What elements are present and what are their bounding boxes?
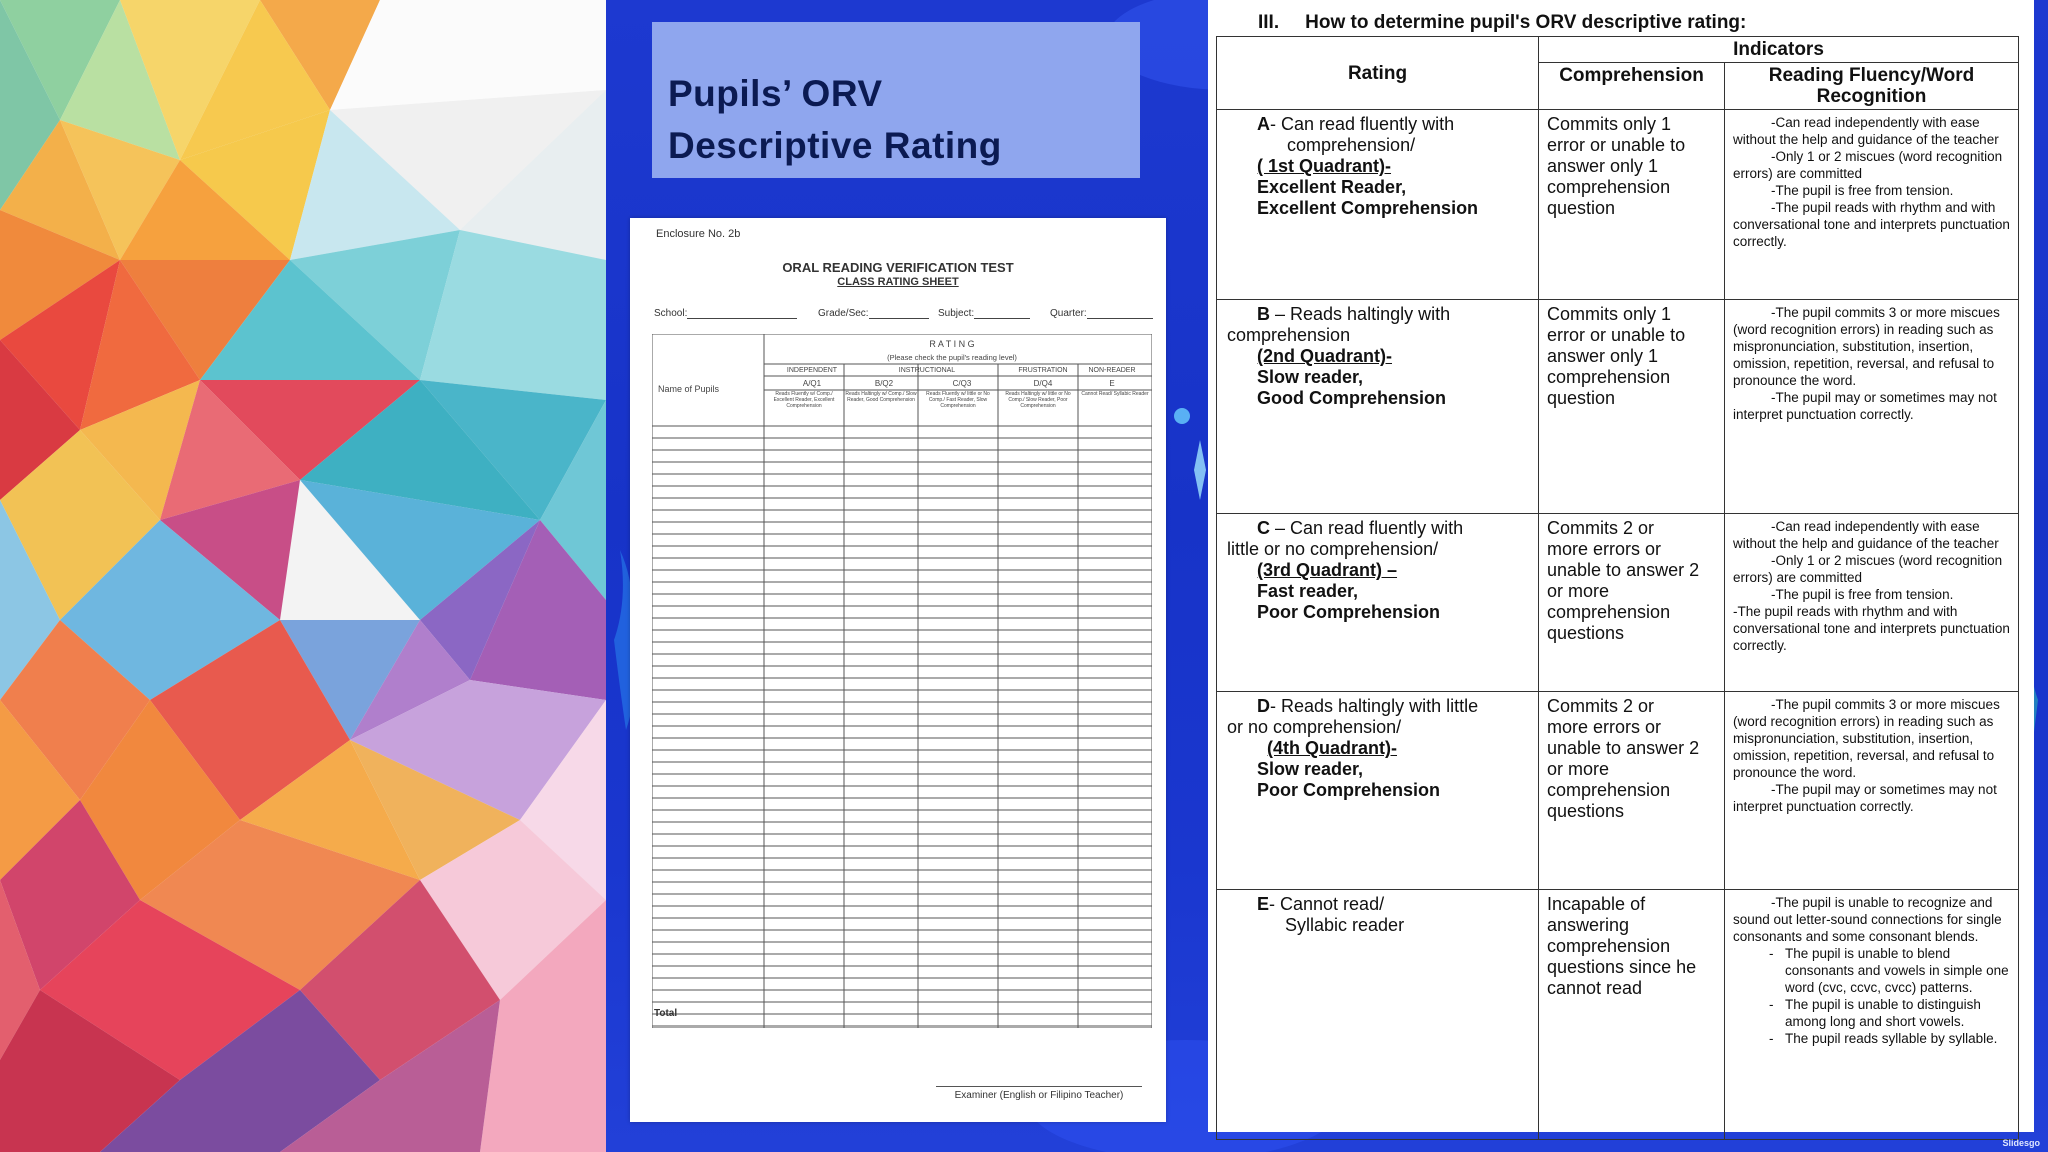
grade-field [818,308,929,319]
rating-b-label-2: Good Comprehension [1257,388,1446,408]
section-title: How to determine pupil's ORV descriptive rating: [1305,12,1747,33]
desc-b: Reads Haltingly w/ Comp./ Slow Reader, Good Comprehension [845,391,917,403]
grid-lines [652,334,1152,1028]
slide-title-box [652,22,1140,178]
letter-e: E [1257,894,1270,914]
comprehension-c-lead: Commits 2 or [1547,518,1655,538]
code-d: D/Q4 [1033,379,1053,388]
rating-c-label-1: Fast reader, [1257,581,1359,601]
fluency-c-3: -The pupil is free from tension. [1771,587,1954,602]
fluency-e-item-2: - The pupil is unable to distinguish among long and short vowels. [1769,996,2012,1030]
slide-title-line-2: Descriptive Rating [668,125,1002,166]
rating-a-label-2: Excellent Comprehension [1257,198,1479,218]
low-poly-pattern [0,0,606,1152]
code-c: C/Q3 [952,379,972,388]
desc-e: Cannot Read/ Syllabic Reader [1081,391,1149,397]
rating-b-quadrant: (2nd Quadrant)- [1257,346,1392,366]
rating-d-label-2: Poor Comprehension [1257,780,1441,800]
comprehension-d-lead: Commits 2 or [1547,696,1655,716]
fluency-d-1: -The pupil commits 3 or more miscues (word recognition errors) in reading such as mispronunciation, substitution, insertion, omission, repetition, reversal, and refusal to pronounce the word. [1733,697,2000,780]
school-label: School: [654,308,688,319]
orv-rating-table [1216,36,2019,1140]
class-rating-grid [652,334,1152,1028]
comprehension-a-lead: Commits only 1 [1547,114,1672,134]
header-rating: Rating [1217,37,1539,110]
group-non-reader: NON-READER [1088,367,1136,374]
fluency-cell-d [1725,692,2019,890]
fluency-a-2: -Only 1 or 2 miscues (word recognition errors) are committed [1733,149,2003,181]
rating-b-desc: – Reads haltingly with [1270,304,1451,324]
rating-d-quadrant: (4th Quadrant)- [1267,738,1397,758]
fluency-c-2: -Only 1 or 2 miscues (word recognition errors) are committed [1733,553,2003,585]
enclosure-label: Enclosure No. 2b [656,228,741,240]
table-row-b [1217,300,2019,514]
group-instructional: INSTRUCTIONAL [898,367,956,374]
grade-label: Grade/Sec: [818,308,869,319]
fluency-e-item-3: - The pupil reads syllable by syllable. [1769,1030,2012,1047]
rating-cell-d [1217,692,1539,890]
fluency-e-list [1733,945,2012,1047]
section-number: III. [1258,12,1280,33]
group-independent: INDEPENDENT [786,367,838,374]
comprehension-d-rest: more errors or unable to answer 2 or more comprehension questions [1547,717,1700,821]
fluency-b-2: -The pupil may or sometimes may not interpret punctuation correctly. [1733,390,1997,422]
name-of-pupils-header: Name of Pupils [658,384,720,394]
comprehension-a-rest: error or unable to answer only 1 comprehension question [1547,135,1686,218]
section-heading [1216,10,2022,36]
rating-d-desc: - Reads haltingly with little [1270,696,1479,716]
rating-cell-a [1217,110,1539,300]
fluency-cell-a [1725,110,2019,300]
slide-title-line-1: Pupils’ ORV [668,73,883,114]
fluency-b-1: -The pupil commits 3 or more miscues (word recognition errors) in reading such as mispronunciation, substitution, insertion, omission, repetition, reversal, and refusal to pronounce the word. [1733,305,2000,388]
decorative-polygon-background [0,0,606,1152]
rating-cell-c [1217,514,1539,692]
rating-group-header: R A T I N G [929,339,975,349]
rating-d-label-1: Slow reader, [1257,759,1364,779]
descriptive-rating-table-image [1208,0,2034,1132]
fluency-a-1: -Can read independently with ease without the help and guidance of the teacher [1733,115,1999,147]
code-b: B/Q2 [874,379,894,388]
header-fluency: Reading Fluency/Word Recognition [1725,63,2019,110]
letter-a: A [1257,114,1270,134]
comprehension-c-rest: more errors or unable to answer 2 or more comprehension questions [1547,539,1700,643]
group-frustration: FRUSTRATION [1018,367,1068,374]
rating-c-quadrant: (3rd Quadrant) – [1257,560,1398,580]
fluency-e-intro: -The pupil is unable to recognize and sound out letter-sound connections for single consonants and some consonant blends. [1733,895,2002,944]
table-row-d [1217,692,2019,890]
sheet-title: ORAL READING VERIFICATION TEST [782,260,1014,275]
class-rating-sheet-image [630,218,1166,1122]
desc-a: Reads Fluently w/ Comp./ Excellent Reader, Excellent Comprehension [773,391,835,409]
rating-a-label-1: Excellent Reader, [1257,177,1407,197]
corner-watermark: Slidesgo [2002,1138,2040,1148]
rating-c-desc-cont: little or no comprehension/ [1227,539,1439,559]
total-row-label: Total [654,1008,678,1019]
comprehension-b-lead: Commits only 1 [1547,304,1672,324]
letter-b: B [1257,304,1270,324]
quarter-field [1050,308,1153,319]
rating-a-desc-cont: comprehension/ [1287,135,1416,155]
table-row-a [1217,110,2019,300]
rating-a-desc: - Can read fluently with [1270,114,1455,134]
header-indicators: Indicators [1539,37,2019,63]
rating-d-desc-cont: or no comprehension/ [1227,717,1402,737]
code-a: A/Q1 [802,379,822,388]
subject-field [938,308,1030,319]
fluency-e-item-1: - The pupil is unable to blend consonants and vowels in simple one word (cvc, ccvc, cvcc) patterns. [1769,945,2012,996]
sheet-subtitle: CLASS RATING SHEET [837,276,959,288]
desc-c: Reads Fluently w/ little or No Comp./ Fast Reader, Slow Comprehension [926,391,990,409]
table-row-e [1217,890,2019,1140]
subject-label: Subject: [938,308,975,319]
comprehension-cell-b [1539,300,1725,514]
rating-c-label-2: Poor Comprehension [1257,602,1441,622]
rating-a-quadrant: ( 1st Quadrant)- [1257,156,1392,176]
rating-e-desc-cont: Syllabic reader [1285,915,1405,935]
rating-b-desc-cont: comprehension [1227,325,1351,345]
comprehension-cell-a [1539,110,1725,300]
rating-cell-b [1217,300,1539,514]
rating-e-desc: - Cannot read/ [1269,894,1385,914]
letter-c: C [1257,518,1270,538]
fluency-d-2: -The pupil may or sometimes may not interpret punctuation correctly. [1733,782,1997,814]
rating-cell-e [1217,890,1539,1140]
letter-d: D [1257,696,1270,716]
school-field [654,308,797,319]
fluency-c-4: -The pupil reads with rhythm and with conversational tone and interprets punctuation correctly. [1733,604,2010,653]
table-row-c [1217,514,2019,692]
comprehension-cell-c [1539,514,1725,692]
fluency-a-4: -The pupil reads with rhythm and with conversational tone and interprets punctuation correctly. [1733,200,2010,249]
fluency-cell-e [1725,890,2019,1140]
code-e: E [1109,379,1115,388]
fluency-cell-b [1725,300,2019,514]
slide-canvas [606,0,2048,1152]
desc-d: Reads Haltingly w/ little or No Comp./ Slow Reader, Poor Comprehension [1005,391,1071,409]
quarter-label: Quarter: [1050,308,1087,319]
rating-b-label-1: Slow reader, [1257,367,1364,387]
header-comprehension: Comprehension [1539,63,1725,110]
comprehension-b-rest: error or unable to answer only 1 comprehension question [1547,325,1686,408]
rating-c-desc: – Can read fluently with [1270,518,1464,538]
comprehension-cell-e [1539,890,1725,1140]
column-descriptions [764,390,1152,426]
comprehension-e: Incapable of answering comprehension questions since he cannot read [1547,894,1697,998]
comprehension-cell-d [1539,692,1725,890]
examiner-signature-line: Examiner (English or Filipino Teacher) [936,1086,1142,1101]
fluency-c-1: -Can read independently with ease without the help and guidance of the teacher [1733,519,1999,551]
fluency-a-3: -The pupil is free from tension. [1771,183,1954,198]
fluency-cell-c [1725,514,2019,692]
rating-instruction: (Please check the pupil's reading level) [887,353,1017,362]
